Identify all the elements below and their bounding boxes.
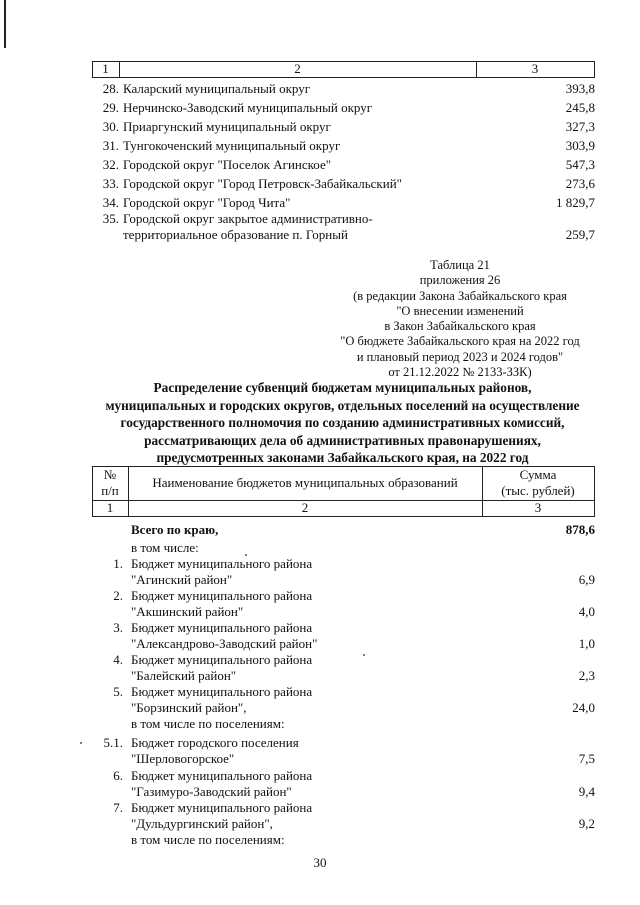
scan-edge-mark: [4, 0, 6, 48]
row-name: Городской округ "Город Петровск-Забайкальский": [123, 176, 402, 191]
row-value: 9,4: [578, 784, 595, 799]
row-number: 30.: [102, 119, 119, 134]
row-name-continued: "Агинский район": [131, 572, 233, 587]
header-number-symbol: №: [103, 467, 117, 482]
row-value: 303,9: [565, 138, 595, 153]
top-table-header-1: 1: [102, 61, 109, 76]
row-value: 393,8: [565, 81, 595, 96]
row-number: 31.: [102, 138, 119, 153]
including-label: в том числе:: [131, 540, 199, 555]
row-name-continued: "Борзинский район",: [131, 700, 247, 715]
row-value: 273,6: [565, 176, 595, 191]
row-name: Каларский муниципальный округ: [123, 81, 311, 96]
row-value: 24,0: [572, 700, 595, 715]
row-number: 35.: [102, 211, 119, 226]
row-value: 4,0: [578, 604, 595, 619]
row-value: 245,8: [565, 100, 595, 115]
total-label: Всего по краю,: [131, 522, 219, 537]
caption-line: "О бюджете Забайкальского края на 2022 год: [340, 334, 580, 349]
row-number: 4.: [113, 652, 123, 667]
index-2: 2: [301, 500, 309, 515]
row-name: Бюджет муниципального района: [131, 556, 313, 571]
row-name: Бюджет муниципального района: [131, 768, 313, 783]
caption-line: в Закон Забайкальского края: [384, 319, 536, 334]
including-settlements-label: в том числе по поселениям:: [131, 832, 285, 847]
row-name: Тунгокоченский муниципальный округ: [123, 138, 341, 153]
index-3: 3: [534, 500, 542, 515]
row-name: Городской округ закрытое административно-: [123, 211, 373, 226]
table-caption: [300, 258, 620, 380]
scan-speck: [363, 654, 365, 656]
scan-speck: [245, 554, 247, 556]
row-number: 5.1.: [103, 735, 123, 750]
row-name: Городской округ "Поселок Агинское": [123, 157, 332, 172]
top-table-header-2: 2: [294, 61, 301, 76]
total-value: 878,6: [565, 522, 595, 537]
row-name-continued: "Шерловогорское": [131, 751, 235, 766]
row-name: Бюджет муниципального района: [131, 588, 313, 603]
row-number: 3.: [113, 620, 123, 635]
row-value: 547,3: [565, 157, 595, 172]
caption-line: и плановый период 2023 и 2024 годов": [356, 349, 564, 364]
caption-line: приложения 26: [419, 273, 501, 288]
row-value: 1 829,7: [556, 195, 595, 210]
row-name: Бюджет городского поселения: [131, 735, 299, 750]
title-line: рассматривающих дела об административных правонарушениях,: [144, 432, 541, 448]
row-value: 1,0: [578, 636, 595, 651]
index-1: 1: [106, 500, 114, 515]
row-number: 32.: [102, 157, 119, 172]
row-value: 7,5: [578, 751, 595, 766]
row-number: 2.: [113, 588, 123, 603]
row-name-continued: "Дульдургинский район",: [131, 816, 273, 831]
row-number: 7.: [113, 800, 123, 815]
row-number: 34.: [102, 195, 119, 210]
caption-line: (в редакции Закона Забайкальского края: [353, 288, 567, 303]
header-number-label: п/п: [101, 483, 119, 498]
caption-line: "О внесении изменений: [396, 303, 524, 318]
row-name: Нерчинско-Заводский муниципальный округ: [123, 100, 373, 115]
header-amount-unit: (тыс. рублей): [501, 483, 575, 498]
title-line: Распределение субвенций бюджетам муниципальных районов,: [153, 380, 532, 395]
header-name: Наименование бюджетов муниципальных образований: [152, 475, 458, 490]
row-value: 9,2: [578, 816, 595, 831]
row-name: Бюджет муниципального района: [131, 684, 313, 699]
including-settlements-label: в том числе по поселениям:: [131, 716, 285, 731]
caption-line: от 21.12.2022 № 2133-ЗЗК): [388, 365, 532, 380]
page-number: 30: [313, 855, 327, 870]
row-name: Городской округ "Город Чита": [123, 195, 291, 210]
title-line: предусмотренных законами Забайкальского края, на 2022 год: [156, 450, 529, 465]
title-line: муниципальных и городских округов, отдельных поселений на осуществление: [105, 397, 580, 413]
row-number: 33.: [102, 176, 119, 191]
scan-speck: [80, 742, 82, 744]
top-table-header-3: 3: [531, 61, 539, 76]
row-name-continued: "Александрово-Заводский район": [131, 636, 318, 651]
row-name-continued: "Балейский район": [131, 668, 237, 683]
row-value: 2,3: [578, 668, 595, 683]
caption-line: Таблица 21: [430, 258, 490, 272]
row-number: 6.: [113, 768, 123, 783]
header-amount: Сумма: [519, 467, 557, 482]
row-value: 6,9: [578, 572, 595, 587]
row-name-continued: "Газимуро-Заводский район": [131, 784, 292, 799]
row-name-continued: "Акшинский район": [131, 604, 244, 619]
row-number: 5.: [113, 684, 123, 699]
row-value: 327,3: [565, 119, 595, 134]
row-name: Бюджет муниципального района: [131, 652, 313, 667]
row-name: Приаргунский муниципальный округ: [123, 119, 331, 134]
row-number: 29.: [102, 100, 119, 115]
row-number: 28.: [102, 81, 119, 96]
row-number: 1.: [113, 556, 123, 571]
document-title: [75, 379, 610, 467]
row-name: Бюджет муниципального района: [131, 620, 313, 635]
row-name-continued: территориальное образование п. Горный: [123, 227, 348, 242]
row-name: Бюджет муниципального района: [131, 800, 313, 815]
row-value: 259,7: [565, 227, 595, 242]
title-line: государственного полномочия по созданию административных комиссий,: [120, 415, 565, 430]
